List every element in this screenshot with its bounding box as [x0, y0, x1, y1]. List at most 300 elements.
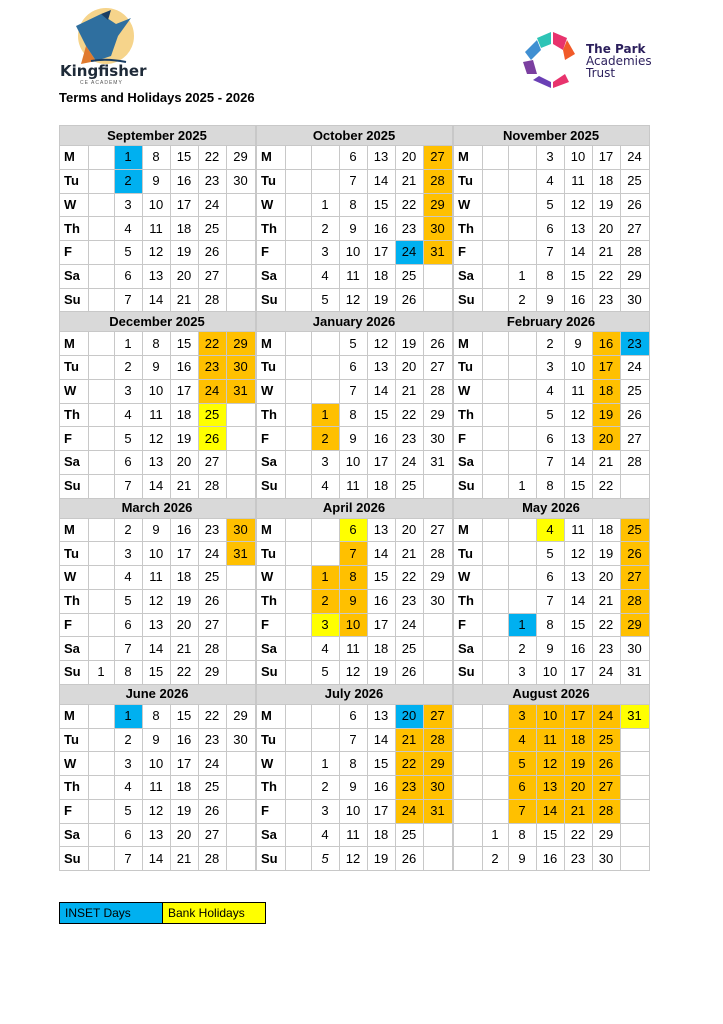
date-cell: 26 — [401, 664, 417, 680]
date-cell: 21 — [176, 291, 192, 307]
date-cell: 4 — [124, 406, 132, 422]
grid-line — [226, 145, 227, 311]
date-cell: 29 — [233, 708, 248, 724]
grid-line — [395, 518, 396, 684]
date-cell: 12 — [570, 545, 586, 561]
date-cell: 13 — [373, 149, 389, 165]
date-cell: 30 — [423, 775, 452, 799]
date-cell: 14 — [536, 799, 564, 823]
date-cell: 6 — [508, 775, 536, 799]
date-cell: 4 — [546, 383, 554, 399]
grid-line — [367, 145, 368, 311]
date-cell: 5 — [349, 335, 357, 351]
grid-line — [59, 660, 650, 661]
date-cell: 27 — [620, 565, 649, 589]
date-cell: 7 — [546, 244, 554, 260]
grid-line — [114, 518, 115, 684]
date-cell: 26 — [627, 196, 642, 212]
day-label: Th — [458, 406, 474, 422]
date-cell: 23 — [598, 640, 614, 656]
grid-line — [592, 331, 593, 497]
date-cell: 22 — [395, 751, 423, 775]
date-cell: 23 — [401, 430, 417, 446]
date-cell: 23 — [598, 291, 614, 307]
date-cell: 30 — [598, 850, 614, 866]
date-cell: 16 — [570, 640, 586, 656]
date-cell: 16 — [373, 220, 389, 236]
school-subtitle: CE ACADEMY — [80, 80, 123, 86]
date-cell: 24 — [401, 616, 417, 632]
grid-line — [649, 684, 650, 870]
month-header: September 2025 — [59, 125, 256, 145]
date-cell: 12 — [345, 664, 361, 680]
date-cell: 20 — [176, 826, 192, 842]
grid-line — [59, 775, 650, 776]
date-cell: 22 — [401, 406, 417, 422]
grid-line — [59, 311, 650, 312]
grid-line — [285, 704, 286, 870]
day-label: Su — [261, 478, 278, 494]
date-cell: 18 — [176, 220, 192, 236]
date-cell: 23 — [204, 521, 220, 537]
date-cell: 7 — [124, 291, 132, 307]
date-cell: 5 — [124, 593, 132, 609]
date-cell: 23 — [198, 355, 226, 379]
grid-line — [339, 331, 340, 497]
date-cell: 28 — [430, 383, 445, 399]
date-cell: 30 — [430, 593, 445, 609]
date-cell: 17 — [176, 383, 192, 399]
date-cell: 21 — [176, 850, 192, 866]
date-cell: 31 — [423, 799, 452, 823]
day-label: W — [64, 383, 77, 399]
date-cell: 19 — [373, 291, 389, 307]
date-cell: 1 — [124, 335, 132, 351]
day-label: Tu — [458, 359, 473, 375]
date-cell: 16 — [176, 521, 192, 537]
date-cell: 25 — [627, 383, 642, 399]
day-label: Sa — [261, 640, 277, 656]
date-cell: 10 — [570, 359, 586, 375]
grid-line — [564, 331, 565, 497]
date-cell: 11 — [149, 220, 163, 236]
grid-line — [453, 684, 454, 870]
grid-line — [256, 311, 257, 497]
date-cell: 10 — [148, 545, 164, 561]
date-cell: 27 — [627, 220, 642, 236]
date-cell: 10 — [345, 454, 361, 470]
date-cell: 31 — [226, 541, 255, 565]
date-cell: 1 — [114, 145, 142, 169]
grid-line — [536, 518, 537, 684]
date-cell: 3 — [321, 803, 329, 819]
grid-line — [226, 704, 227, 870]
date-cell: 2 — [124, 731, 132, 747]
day-label: W — [458, 196, 471, 212]
date-cell: 25 — [401, 478, 417, 494]
date-cell: 27 — [627, 430, 642, 446]
date-cell: 4 — [321, 478, 329, 494]
date-cell: 12 — [148, 244, 164, 260]
day-label: Th — [261, 779, 277, 795]
grid-line — [142, 518, 143, 684]
date-cell: 18 — [176, 569, 192, 585]
grid-line — [423, 518, 424, 684]
grid-line — [395, 331, 396, 497]
day-label: Tu — [261, 731, 276, 747]
grid-line — [59, 636, 650, 637]
date-cell: 15 — [176, 335, 192, 351]
grid-line — [59, 613, 650, 614]
grid-line — [564, 518, 565, 684]
date-cell: 17 — [570, 664, 586, 680]
date-cell: 24 — [627, 149, 642, 165]
grid-line — [59, 355, 650, 356]
date-cell: 19 — [176, 593, 192, 609]
grid-line — [59, 331, 650, 332]
grid-line — [256, 125, 257, 311]
date-cell: 14 — [373, 383, 389, 399]
date-cell: 16 — [176, 359, 192, 375]
day-label: Su — [458, 291, 475, 307]
date-cell: 22 — [198, 331, 226, 355]
date-cell: 10 — [345, 803, 361, 819]
date-cell: 7 — [124, 478, 132, 494]
day-label: F — [64, 430, 72, 446]
date-cell: 31 — [627, 664, 642, 680]
date-cell: 29 — [423, 751, 452, 775]
date-cell: 2 — [518, 291, 526, 307]
grid-line — [59, 264, 650, 265]
grid-line — [339, 145, 340, 311]
date-cell: 12 — [570, 196, 586, 212]
day-label: M — [261, 708, 272, 724]
date-cell: 5 — [124, 244, 132, 260]
grid-line — [59, 846, 650, 847]
grid-line — [114, 704, 115, 870]
date-cell: 19 — [598, 196, 614, 212]
date-cell: 6 — [349, 708, 357, 724]
date-cell: 15 — [373, 406, 389, 422]
date-cell: 6 — [349, 359, 357, 375]
date-cell: 26 — [401, 291, 417, 307]
day-label: F — [261, 616, 269, 632]
grid-line — [395, 145, 396, 311]
date-cell: 1 — [97, 664, 105, 680]
grid-line — [256, 498, 257, 684]
date-cell: 30 — [430, 430, 445, 446]
date-cell: 6 — [124, 616, 132, 632]
date-cell: 9 — [339, 589, 367, 613]
grid-line — [114, 331, 115, 497]
date-cell: 18 — [373, 640, 389, 656]
date-cell: 21 — [598, 454, 614, 470]
date-cell: 15 — [373, 569, 389, 585]
grid-line — [482, 331, 483, 497]
month-header: October 2025 — [256, 125, 453, 145]
date-cell: 23 — [570, 850, 586, 866]
grid-line — [59, 684, 60, 870]
date-cell: 4 — [321, 826, 329, 842]
date-cell: 5 — [546, 406, 554, 422]
date-cell: 13 — [536, 775, 564, 799]
date-cell: 7 — [349, 173, 357, 189]
date-cell: 16 — [373, 779, 389, 795]
day-label: Su — [261, 664, 278, 680]
date-cell: 31 — [423, 240, 452, 264]
grid-line — [170, 145, 171, 311]
legend-inset-days: INSET Days — [60, 903, 163, 923]
grid-line — [649, 311, 650, 497]
date-cell: 14 — [373, 545, 389, 561]
date-cell: 23 — [620, 331, 649, 355]
date-cell: 14 — [373, 731, 389, 747]
grid-line — [423, 704, 424, 870]
date-cell: 7 — [124, 640, 132, 656]
day-label: Tu — [458, 173, 473, 189]
date-cell: 28 — [423, 728, 452, 752]
date-cell: 26 — [204, 803, 220, 819]
date-cell: 8 — [152, 708, 160, 724]
month-header: November 2025 — [453, 125, 650, 145]
grid-line — [339, 704, 340, 870]
grid-line — [620, 704, 621, 870]
grid-line — [142, 145, 143, 311]
date-cell: 5 — [124, 430, 132, 446]
date-cell: 17 — [373, 616, 389, 632]
day-label: W — [64, 569, 77, 585]
grid-line — [88, 518, 89, 684]
date-cell: 1 — [321, 196, 329, 212]
grid-line — [59, 728, 650, 729]
day-label: M — [64, 708, 75, 724]
grid-line — [482, 518, 483, 684]
grid-line — [198, 518, 199, 684]
day-label: Sa — [64, 454, 80, 470]
date-cell: 16 — [176, 173, 192, 189]
day-label: Sa — [261, 826, 277, 842]
day-label: Th — [458, 220, 474, 236]
grid-line — [198, 704, 199, 870]
date-cell: 27 — [423, 704, 452, 728]
date-cell: 29 — [620, 613, 649, 637]
date-cell: 4 — [124, 569, 132, 585]
date-cell: 16 — [176, 731, 192, 747]
day-label: Sa — [458, 268, 474, 284]
date-cell: 7 — [546, 593, 554, 609]
date-cell: 27 — [204, 454, 220, 470]
grid-line — [59, 379, 650, 380]
day-label: Sa — [261, 454, 277, 470]
date-cell: 15 — [373, 196, 389, 212]
day-label: F — [458, 616, 466, 632]
grid-line — [59, 403, 650, 404]
day-label: M — [64, 149, 75, 165]
date-cell: 15 — [373, 755, 389, 771]
date-cell: 24 — [627, 359, 642, 375]
grid-line — [367, 704, 368, 870]
date-cell: 3 — [124, 196, 132, 212]
date-cell: 13 — [148, 826, 164, 842]
date-cell: 14 — [570, 593, 586, 609]
date-cell: 15 — [570, 478, 586, 494]
date-cell: 27 — [204, 268, 220, 284]
date-cell: 8 — [152, 335, 160, 351]
date-cell: 3 — [124, 545, 132, 561]
day-label: Su — [458, 664, 475, 680]
date-cell: 10 — [148, 383, 164, 399]
date-cell: 6 — [124, 268, 132, 284]
grid-line — [59, 216, 650, 217]
date-cell: 27 — [204, 616, 220, 632]
date-cell: 19 — [401, 335, 417, 351]
date-cell: 25 — [204, 779, 220, 795]
date-cell: 10 — [536, 704, 564, 728]
date-cell: 6 — [546, 569, 554, 585]
month-header: July 2026 — [256, 684, 453, 704]
trust-name — [586, 43, 652, 79]
date-cell: 11 — [346, 826, 360, 842]
date-cell: 12 — [148, 803, 164, 819]
date-cell: 28 — [620, 589, 649, 613]
date-cell: 24 — [598, 664, 614, 680]
day-label: Sa — [64, 826, 80, 842]
date-cell: 24 — [198, 379, 226, 403]
date-cell: 26 — [627, 406, 642, 422]
date-cell: 16 — [542, 850, 558, 866]
grid-line — [285, 331, 286, 497]
date-cell: 11 — [149, 779, 163, 795]
date-cell: 13 — [148, 616, 164, 632]
date-cell: 11 — [571, 173, 585, 189]
date-cell: 26 — [204, 593, 220, 609]
date-cell: 24 — [401, 454, 417, 470]
date-cell: 10 — [148, 196, 164, 212]
grid-line — [59, 426, 650, 427]
date-cell: 16 — [592, 331, 620, 355]
date-cell: 23 — [401, 220, 417, 236]
date-cell: 6 — [349, 149, 357, 165]
date-cell: 23 — [204, 173, 220, 189]
day-label: M — [458, 149, 469, 165]
grid-line — [564, 704, 565, 870]
grid-line — [170, 704, 171, 870]
date-cell: 17 — [373, 803, 389, 819]
grid-line — [226, 518, 227, 684]
date-cell: 19 — [373, 664, 389, 680]
date-cell: 21 — [176, 478, 192, 494]
grid-line — [88, 704, 89, 870]
date-cell: 28 — [423, 169, 452, 193]
date-cell: 29 — [423, 193, 452, 217]
school-name: Kingfisher — [60, 62, 147, 80]
day-label: Su — [458, 478, 475, 494]
grid-line — [59, 541, 650, 542]
date-cell: 8 — [546, 616, 554, 632]
date-cell: 18 — [176, 406, 192, 422]
grid-line — [564, 145, 565, 311]
grid-line — [367, 518, 368, 684]
date-cell: 8 — [546, 478, 554, 494]
calendar-grid — [59, 125, 650, 883]
grid-line — [59, 751, 650, 752]
grid-line — [620, 518, 621, 684]
grid-line — [620, 145, 621, 311]
grid-line — [620, 331, 621, 497]
date-cell: 26 — [401, 850, 417, 866]
grid-line — [536, 704, 537, 870]
date-cell: 8 — [339, 565, 367, 589]
date-cell: 3 — [321, 454, 329, 470]
date-cell: 23 — [204, 731, 220, 747]
date-cell: 3 — [518, 664, 526, 680]
day-label: M — [458, 335, 469, 351]
day-label: W — [261, 569, 274, 585]
trust-name-line3: Trust — [586, 66, 616, 80]
date-cell: 29 — [430, 406, 445, 422]
date-cell: 6 — [546, 430, 554, 446]
date-cell: 21 — [598, 593, 614, 609]
grid-line — [508, 145, 509, 311]
day-label: Su — [64, 291, 81, 307]
date-cell: 24 — [204, 545, 220, 561]
date-cell: 11 — [571, 521, 585, 537]
date-cell: 28 — [204, 478, 220, 494]
date-cell: 20 — [401, 149, 417, 165]
date-cell: 2 — [124, 521, 132, 537]
grid-line — [59, 169, 650, 170]
grid-line — [59, 823, 650, 824]
grid-line — [339, 518, 340, 684]
date-cell: 28 — [204, 640, 220, 656]
date-cell: 12 — [373, 335, 389, 351]
grid-line — [59, 450, 650, 451]
date-cell: 14 — [148, 640, 164, 656]
date-cell: 20 — [176, 616, 192, 632]
date-cell: 21 — [564, 799, 592, 823]
legend-bank-holidays: Bank Holidays — [163, 903, 265, 923]
day-label: F — [261, 244, 269, 260]
grid-line — [508, 704, 509, 870]
grid-line — [226, 331, 227, 497]
date-cell: 7 — [349, 383, 357, 399]
date-cell: 2 — [124, 359, 132, 375]
date-cell: 1 — [114, 704, 142, 728]
day-label: W — [261, 755, 274, 771]
date-cell: 7 — [546, 454, 554, 470]
grid-line — [592, 518, 593, 684]
grid-line — [453, 311, 454, 497]
date-cell: 2 — [114, 169, 142, 193]
date-cell: 15 — [148, 664, 164, 680]
grid-line — [59, 288, 650, 289]
grid-line — [59, 498, 650, 499]
date-cell: 11 — [149, 406, 163, 422]
date-cell: 30 — [627, 291, 642, 307]
date-cell: 9 — [518, 850, 526, 866]
date-cell: 29 — [430, 569, 445, 585]
grid-line — [59, 193, 650, 194]
grid-line — [453, 125, 454, 311]
date-cell: 20 — [598, 220, 614, 236]
date-cell: 5 — [546, 196, 554, 212]
date-cell: 20 — [176, 268, 192, 284]
date-cell: 26 — [430, 335, 445, 351]
date-cell: 13 — [373, 708, 389, 724]
date-cell: 29 — [627, 268, 642, 284]
date-cell: 6 — [546, 220, 554, 236]
date-cell: 28 — [627, 244, 642, 260]
